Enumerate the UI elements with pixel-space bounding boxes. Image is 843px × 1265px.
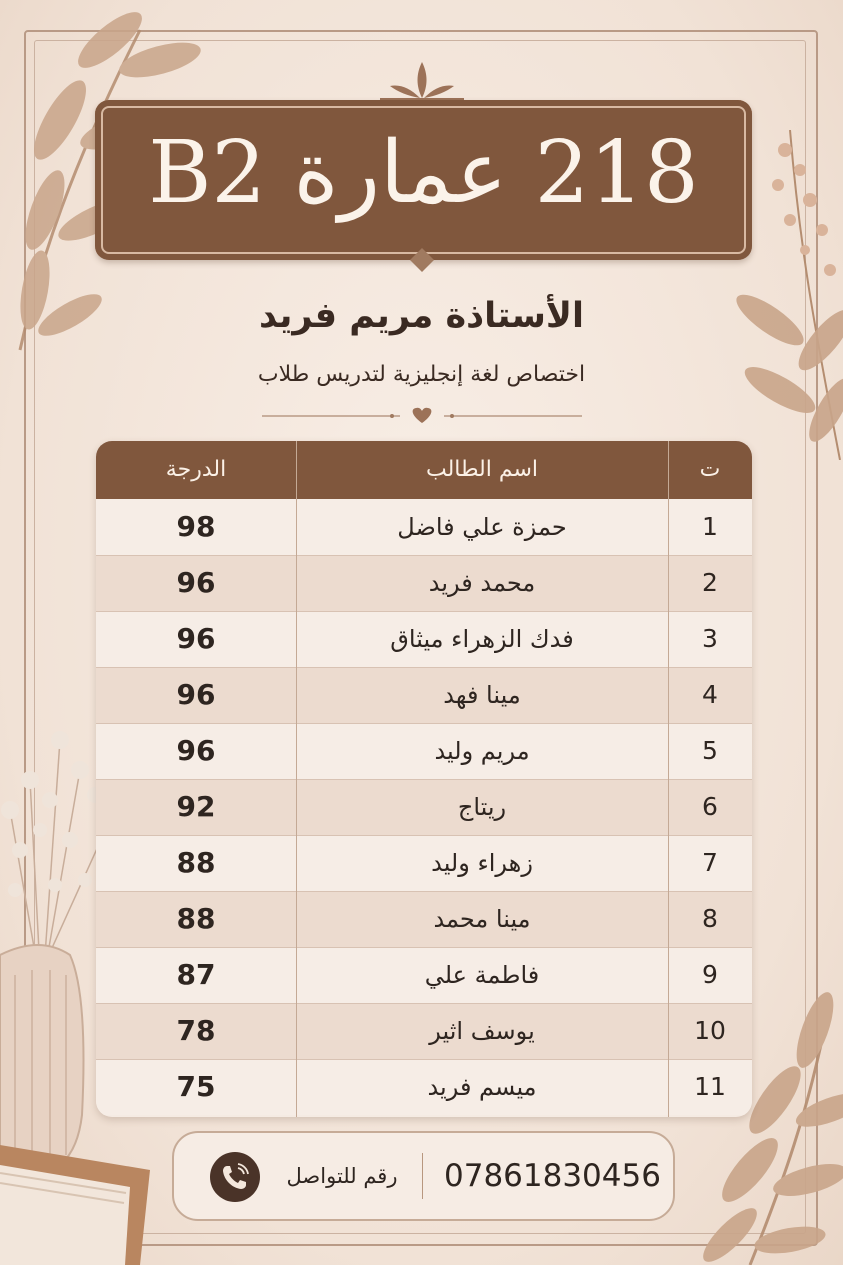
contact-divider bbox=[422, 1153, 423, 1199]
cell-rank: 5 bbox=[702, 736, 718, 765]
cell-rank: 6 bbox=[702, 792, 718, 821]
column-divider bbox=[296, 441, 297, 1117]
row-divider bbox=[96, 779, 752, 780]
cell-rank: 8 bbox=[702, 904, 718, 933]
table-row bbox=[96, 947, 752, 1003]
contact-box bbox=[172, 1131, 675, 1221]
contact-label: رقم للتواصل bbox=[286, 1164, 398, 1188]
row-divider bbox=[96, 555, 752, 556]
table-row bbox=[96, 667, 752, 723]
row-divider bbox=[96, 611, 752, 612]
table-row bbox=[96, 555, 752, 611]
cell-name: فدك الزهراء ميثاق bbox=[390, 625, 574, 653]
teacher-name: الأستاذة مريم فريد bbox=[259, 296, 584, 336]
row-divider bbox=[96, 1003, 752, 1004]
row-divider bbox=[96, 947, 752, 948]
cell-grade: 96 bbox=[176, 566, 216, 599]
cell-rank: 10 bbox=[694, 1016, 726, 1045]
header-grade: الدرجة bbox=[165, 457, 227, 482]
cell-rank: 4 bbox=[702, 680, 718, 709]
page-title: 218 عمارة B2 bbox=[148, 123, 699, 223]
cell-name: زهراء وليد bbox=[431, 849, 533, 877]
cell-name: يوسف اثير bbox=[429, 1017, 535, 1045]
cell-grade: 96 bbox=[176, 678, 216, 711]
cell-grade: 92 bbox=[176, 790, 216, 823]
book-icon bbox=[0, 1125, 170, 1265]
row-divider bbox=[96, 1059, 752, 1060]
header-student-name: اسم الطالب bbox=[425, 457, 539, 482]
cell-rank: 7 bbox=[702, 848, 718, 877]
grades-table bbox=[96, 441, 752, 1117]
teacher-subtitle: اختصاص لغة إنجليزية لتدريس طلاب bbox=[257, 362, 586, 387]
cell-name: حمزة علي فاضل bbox=[397, 513, 567, 541]
row-divider bbox=[96, 723, 752, 724]
row-divider bbox=[96, 891, 752, 892]
diamond-ornament-icon bbox=[410, 248, 434, 272]
heart-divider-icon bbox=[0, 406, 843, 426]
cell-name: مريم وليد bbox=[434, 737, 530, 765]
cell-rank: 9 bbox=[702, 960, 718, 989]
cell-grade: 88 bbox=[176, 846, 216, 879]
cell-name: محمد فريد bbox=[428, 569, 536, 597]
table-row bbox=[96, 891, 752, 947]
cell-rank: 3 bbox=[702, 624, 718, 653]
table-row bbox=[96, 611, 752, 667]
cell-grade: 75 bbox=[176, 1070, 216, 1103]
table-header bbox=[96, 441, 752, 499]
column-divider bbox=[668, 441, 669, 1117]
phone-icon[interactable] bbox=[210, 1152, 260, 1202]
cell-rank: 2 bbox=[702, 568, 718, 597]
cell-grade: 88 bbox=[176, 902, 216, 935]
table-row bbox=[96, 499, 752, 555]
cell-name: مينا محمد bbox=[433, 905, 531, 933]
cell-grade: 78 bbox=[176, 1014, 216, 1047]
cell-rank: 1 bbox=[702, 512, 718, 541]
phone-number[interactable]: 07861830456 bbox=[444, 1158, 661, 1194]
cell-name: مينا فهد bbox=[443, 681, 521, 709]
cell-name: فاطمة علي bbox=[424, 961, 540, 989]
cell-grade: 96 bbox=[176, 734, 216, 767]
table-row bbox=[96, 723, 752, 779]
cell-rank: 11 bbox=[694, 1072, 726, 1101]
title-banner bbox=[95, 96, 752, 261]
cell-grade: 87 bbox=[176, 958, 216, 991]
cell-grade: 98 bbox=[176, 510, 216, 543]
table-row bbox=[96, 779, 752, 835]
table-row bbox=[96, 835, 752, 891]
cell-name: ريتاج bbox=[457, 793, 507, 821]
row-divider bbox=[96, 667, 752, 668]
table-row bbox=[96, 1003, 752, 1059]
cell-name: ميسم فريد bbox=[427, 1073, 537, 1101]
table-row bbox=[96, 1059, 752, 1115]
row-divider bbox=[96, 835, 752, 836]
cell-grade: 96 bbox=[176, 622, 216, 655]
header-rank: ت bbox=[699, 457, 721, 482]
